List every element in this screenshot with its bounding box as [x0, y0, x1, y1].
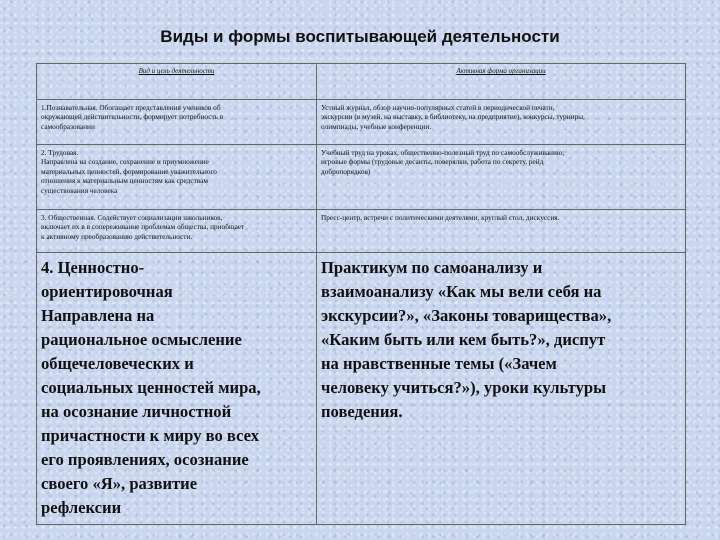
row-3-form: [317, 210, 686, 253]
activity-forms-table: [36, 63, 686, 525]
cell-line: Направлена на создание, сохранение и приумножение: [41, 157, 209, 167]
cell-line: «Каким быть или кем быть?», диспут: [321, 330, 606, 350]
cell-line: Устный журнал, обзор научно-популярных статей в периодической печати,: [321, 103, 555, 112]
cell-line: добропорядков): [321, 166, 371, 176]
cell-line: отношения к материальным ценностям как средствам: [41, 176, 208, 186]
header-active-form: Активная форма организации: [317, 64, 686, 100]
cell-line: олимпиады, учебные конференции.: [321, 121, 432, 131]
slide-title: Виды и формы воспитывающей деятельности: [160, 27, 560, 46]
cell-line: 4. Ценностно-: [41, 258, 145, 277]
table-row: [37, 253, 686, 525]
header-activity-type: Вид и цель деятельности: [37, 64, 317, 100]
row-1-type: [37, 100, 317, 145]
cell-line: материальных ценностей, формирование уважительного: [41, 166, 217, 176]
cell-line: существования человека: [41, 185, 118, 195]
cell-line: окружающей действительности, формирует потребность в: [41, 112, 224, 122]
cell-line: на осознание личностной: [41, 402, 232, 422]
row-2-type: [37, 145, 317, 210]
table-row: [37, 210, 686, 253]
row-3-type: [37, 210, 317, 253]
cell-line: рациональное осмысление: [41, 330, 242, 350]
cell-line: своего «Я», развитие: [41, 474, 198, 494]
cell-line: Направлена на: [41, 306, 155, 326]
table-row: [37, 145, 686, 210]
cell-line: ориентировочная: [41, 282, 173, 302]
cell-line: взаимоанализу «Как мы вели себя на: [321, 282, 602, 302]
table-row: [37, 100, 686, 145]
cell-line: человеку учиться?»), уроки культуры: [321, 378, 607, 398]
cell-line: к активному преобразованию действительности.: [41, 231, 193, 241]
cell-line: экскурсии?», «Законы товарищества»,: [321, 306, 612, 326]
cell-line: игровые формы (трудовые десанты, поверялки, работа по секрету, рейд: [321, 157, 544, 167]
cell-line: его проявлениях, осознание: [41, 450, 249, 470]
cell-line: 2. Трудовая.: [41, 148, 79, 157]
cell-line: самообразовании: [41, 121, 95, 131]
cell-line: поведения.: [321, 402, 403, 422]
cell-line: включает их в в сопереживание проблемам общества, приобщает: [41, 222, 245, 232]
cell-line: 3. Общественная. Содействует социализации школьников,: [41, 213, 223, 222]
table-header-row: [37, 64, 686, 100]
cell-line: социальных ценностей мира,: [41, 378, 261, 398]
row-1-form: [317, 100, 686, 145]
cell-line: Учебный труд на уроках, общественно-полезный труд по самообслуживанию;: [321, 148, 565, 157]
cell-line: Пресс-центр, встречи с политическими деятелями, круглый стол, дискуссия.: [321, 213, 560, 222]
cell-line: общечеловеческих и: [41, 354, 194, 374]
row-4-form: [317, 253, 686, 525]
cell-line: причастности к миру во всех: [41, 426, 259, 446]
row-4-type: [37, 253, 317, 525]
cell-line: Практикум по самоанализу и: [321, 258, 543, 277]
cell-line: на нравственные темы («Зачем: [321, 354, 557, 374]
cell-line: рефлексии: [41, 498, 122, 518]
row-2-form: [317, 145, 686, 210]
cell-line: экскурсии (в музей, на выставку, в библиотеку, на предприятие), конкурсы, турниры,: [321, 112, 585, 122]
cell-line: 1.Познавательная. Обогащает представления учеников об: [41, 103, 221, 112]
